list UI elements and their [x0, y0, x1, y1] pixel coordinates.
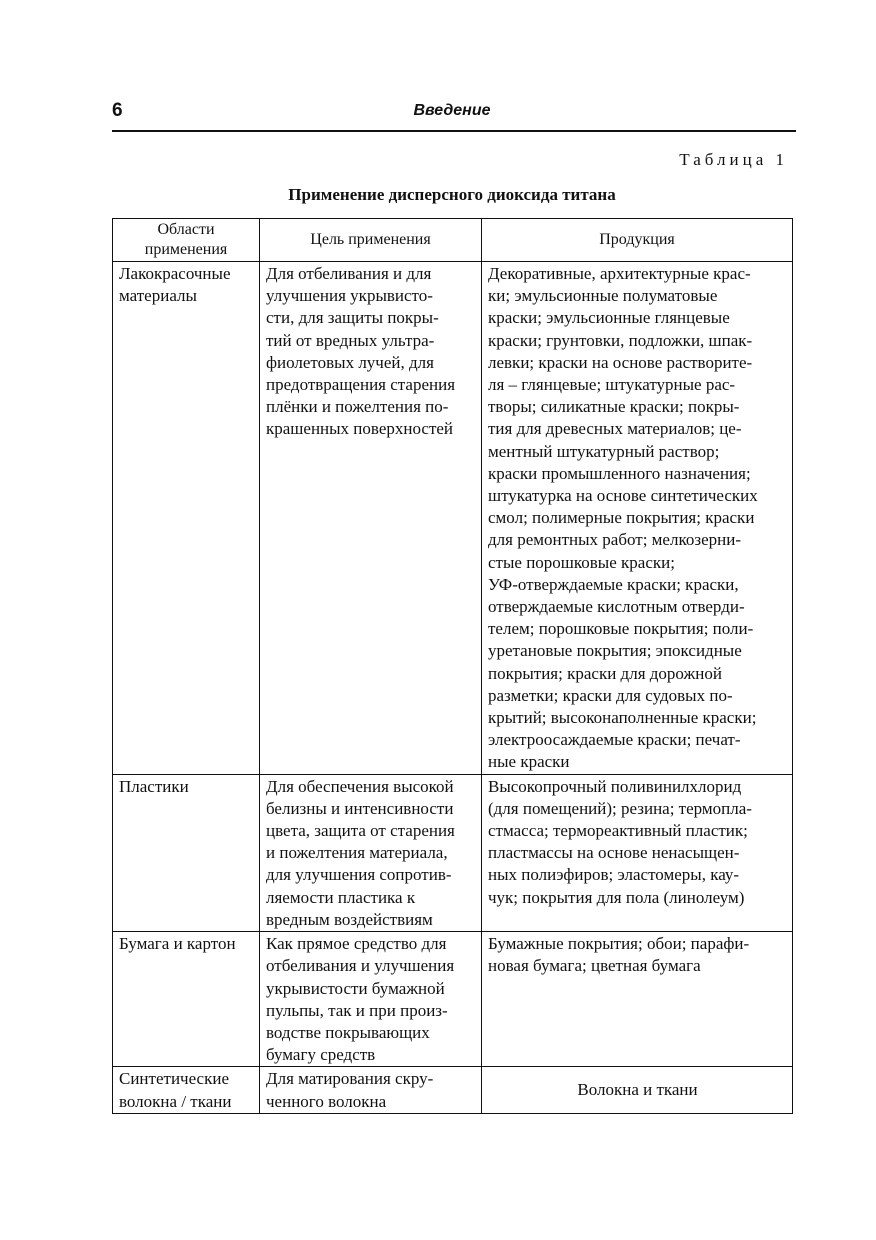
table-row: [113, 262, 793, 775]
titanium-dioxide-table: [112, 218, 793, 1114]
page-number: 6: [112, 100, 123, 121]
column-header-products: Продукция: [482, 219, 793, 262]
purpose-cell: Как прямое средство для отбеливания и улучшения укрывистости бумажной пульпы, так и при произ- водстве покрывающих бумагу средств: [260, 932, 482, 1067]
products-cell: Декоративные, архитектурные крас- ки; эмульсионные полуматовые краски; эмульсионные глянцевые краски; грунтовки, подложки, шпак- левки; краски на основе растворите- ля – глянцевые; штукатурные рас- творы; силикатные краски; покры- тия для древесных материалов; це- ментный штукатурный раствор; краски промышленного назначения; штукатурка на основе синтетических смол; полимерные покрытия; краски для ремонтных работ; мелкозерни- стые порошковые краски; УФ-отверждаемые краски; краски, отверждаемые кислотным отверди- телем; порошковые покрытия; поли- уретановые покрытия; эпоксидные покрытия; краски для дорожной разметки; краски для судовых по- крытий; высоконаполненные краски; электроосаждаемые краски; печат- ные краски: [482, 262, 793, 775]
table-header-row: [113, 219, 793, 262]
area-cell: Синтетические волокна / ткани: [113, 1067, 260, 1113]
table-label: Таблица 1: [679, 150, 788, 169]
purpose-cell: Для матирования скру- ченного волокна: [260, 1067, 482, 1113]
purpose-cell: Для отбеливания и для улучшения укрывисто- сти, для защиты покры- тий от вредных ультра- фиолетовых лучей, для предотвращения старения плёнки и пожелтения по- крашенных поверхностей: [260, 262, 482, 775]
purpose-cell: Для обеспечения высокой белизны и интенсивности цвета, защита от старения и пожелтения материала, для улучшения сопротив- ляемости пластика к вредным воздействиям: [260, 774, 482, 931]
area-cell: Лакокрасочные материалы: [113, 262, 260, 775]
header-rule: [112, 130, 796, 132]
products-cell: Бумажные покрытия; обои; парафи- новая бумага; цветная бумага: [482, 932, 793, 1067]
table-row: [113, 1067, 793, 1113]
table-title: Применение дисперсного диоксида титана: [288, 185, 616, 204]
table-row: [113, 774, 793, 931]
running-title: Введение: [413, 102, 491, 119]
products-cell: Высокопрочный поливинилхлорид (для помещений); резина; термопла- стмасса; термореактивный пластик; пластмассы на основе ненасыщен- ных полиэфиров; эластомеры, кау- чук; покрытия для пола (линолеум): [482, 774, 793, 931]
area-cell: Пластики: [113, 774, 260, 931]
column-header-purpose: Цель применения: [260, 219, 482, 262]
products-cell: Волокна и ткани: [482, 1067, 793, 1113]
table-row: [113, 932, 793, 1067]
area-cell: Бумага и картон: [113, 932, 260, 1067]
column-header-area: Области применения: [113, 219, 260, 262]
